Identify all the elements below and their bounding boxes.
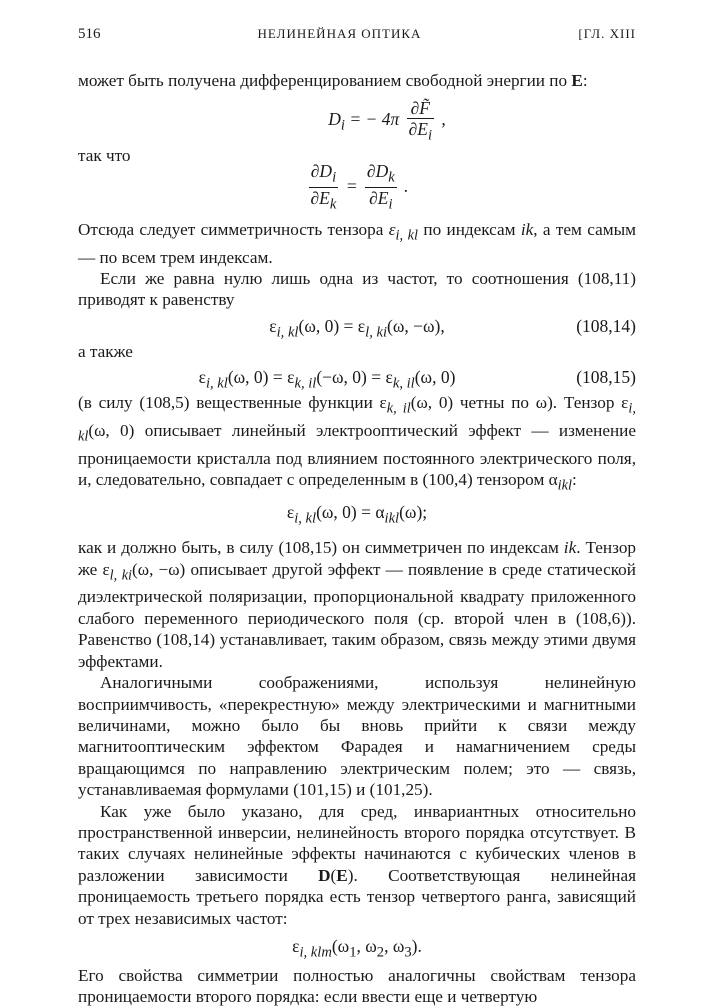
chapter-label: [ГЛ. XIII	[578, 26, 636, 41]
formula-5: $\varepsilon_{i, kl}(\omega$, $0) = \alpha_{ikl}(\omega)$;	[286, 502, 428, 527]
paragraph-4: Если же равна нулю лишь одна из частот, то соотношения (108,11) приводят к равенству	[78, 269, 636, 310]
page	[78, 26, 636, 1008]
running-title: НЕЛИНЕЙНАЯ ОПТИКА	[257, 26, 422, 41]
running-header	[78, 26, 636, 52]
formula-3: $\varepsilon_{i, kl}(\omega$, $0) = \varepsilon_{l, ki}(\omega$, −ω), (108,14)	[78, 311, 636, 341]
page-number: 516	[78, 26, 101, 42]
paragraph-1: может быть получена дифференцированием свободной энергии по E:	[78, 71, 588, 90]
paragraph-5: а также	[78, 341, 133, 361]
paragraph-6: (в силу (108,5) вещественные функции $\varepsilon_{k, il}(\omega$, 0) четны по ω). Тензор $\varepsilon_{i, kl}(\omega$, 0) описывает линейный электрооптический эффект — изменение проницаемости кристалла под влиянием постоянного электрического поля, и, следовательно, совпадает с определенным в (100,4) тензором $\alpha_{ikl}$:	[78, 393, 636, 494]
equation-number-108-15: (108,15)	[576, 367, 636, 388]
paragraph-2: так что	[78, 146, 131, 166]
paragraph-7: как и должно быть, в силу (108,15) он симметричен по индексам ik. Тензор же $\varepsilon_{l, ki}(\omega$, −ω) описывает другой эффект — появление в среде статической диэлектрической поляризации, пропорциональной квадрату приложенного слабого переменного периодического поля (ср. второй член в (108,6)). Равенство (108,14) устанавливает, таким образом, связь между этими двумя эффектами.	[78, 538, 637, 671]
paragraph-9: Как уже было указано, для сред, инвариантных относительно пространственной инверсии, нелинейность второго порядка отсутствует. В таких случаях нелинейные эффекты начинаются с кубических членов в разложении зависимости D(E). Соответствующая нелинейная проницаемость третьего порядка есть тензор четвертого ранга, зависящий от трех независимых частот:	[78, 801, 636, 928]
paragraph-3: Отсюда следует симметричность тензора $\varepsilon_{i, kl}$ по индексам ik, а тем самым — по всем трем индексам.	[78, 219, 636, 267]
formula-1: $D_i$ = − 4π $\frac{\partial F̃}{\partial E_i}$ ,	[328, 97, 446, 144]
paragraph-8: Аналогичными соображениями, используя нелинейную восприимчивость, «перекрестную» между электрическими и магнитными величинами, можно было бы вновь прийти к связи между магнитооптическим эффектом Фарадея и намагничением среды вращающимся по направлению электрическим полем; это — связь, устанавливаемая формулами (101,15) и (101,25).	[78, 673, 636, 800]
formula-4: $\varepsilon_{i, kl}(\omega$, $0) = \varepsilon_{k, il}(-\omega$, $0) = \varepsilon_{k, il}(\omega$, 0) (108,15)	[78, 362, 636, 392]
formula-6: $\varepsilon_{i, klm}(\omega_1$, $\omega_2$, $\omega_3$).	[292, 935, 422, 961]
paragraph-10: Его свойства симметрии полностью аналогичны свойствам тензора проницаемости второго порядка: если ввести еще и четвертую	[78, 965, 636, 1007]
equation-number-108-14: (108,14)	[576, 315, 636, 336]
formula-2: $\frac{\partial D_i}{\partial E_k}$ = $\frac{\partial D_k}{\partial E_i}$ .	[310, 160, 409, 213]
